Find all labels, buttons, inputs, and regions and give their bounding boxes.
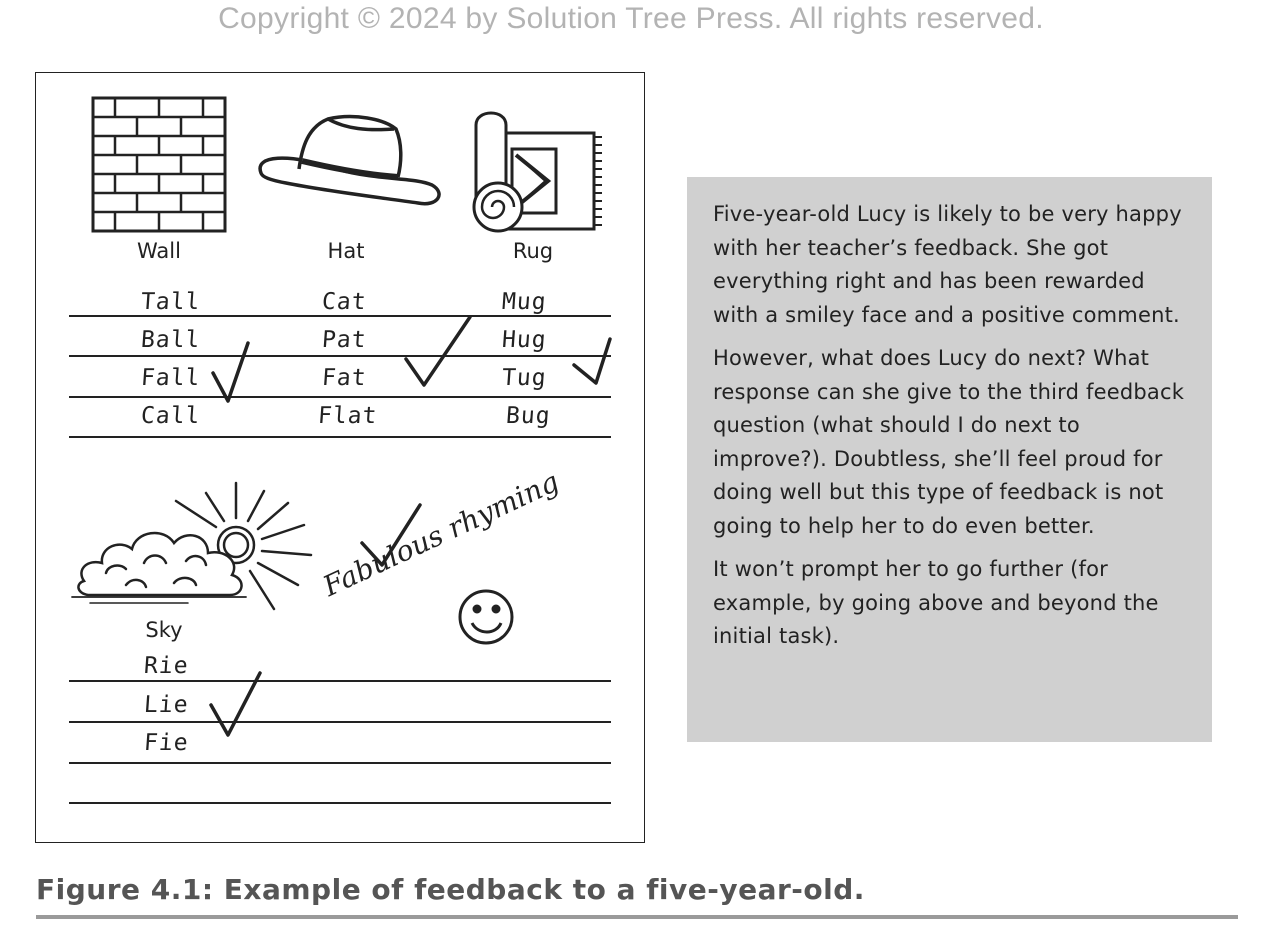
rhyme-word: Fie xyxy=(143,730,190,756)
rhyme-word: Ball xyxy=(140,327,202,353)
rhyme-word: Flat xyxy=(317,403,379,429)
checkmark-icon xyxy=(406,317,470,385)
rhyme-word: Call xyxy=(140,403,202,429)
checkmark-icon xyxy=(574,339,610,383)
commentary-paragraph: Five-year-old Lucy is likely to be very happy with her teacher’s feedback. She got everything right and has been rewarded with a smiley face and a positive comment. xyxy=(713,202,1182,327)
rolled-rug-icon xyxy=(474,113,602,231)
rhyme-word: Cat xyxy=(321,289,368,315)
rhyme-word: Fall xyxy=(140,365,202,391)
rhyme-word: Hug xyxy=(501,327,548,353)
picture-label-rug: Rug xyxy=(512,239,554,263)
hat-icon xyxy=(260,117,439,204)
worksheet-figure xyxy=(35,72,645,843)
figure-caption: Figure 4.1: Example of feedback to a five-year-old. xyxy=(36,873,865,906)
rhyme-word: Rie xyxy=(143,653,190,679)
rhyme-word: Fat xyxy=(321,365,368,391)
checkmark-icon xyxy=(213,343,248,401)
commentary-paragraph: It won’t prompt her to go further (for example, by going above and beyond the initial task). xyxy=(713,557,1159,648)
picture-label-sky: Sky xyxy=(145,618,183,642)
commentary-paragraph: However, what does Lucy do next? What response can she give to the third feedback question (what should I do next to improve?). Doubtless, she’ll feel proud for doing well but this type of feedback is not going to help her to do even better. xyxy=(713,346,1185,538)
smiley-face-icon xyxy=(460,591,512,643)
commentary-box xyxy=(687,177,1212,742)
checkmark-icon xyxy=(211,673,260,735)
rhyme-word: Lie xyxy=(143,692,190,718)
picture-label-hat: Hat xyxy=(327,239,365,263)
rhyme-word: Pat xyxy=(321,327,368,353)
worksheet-drawing xyxy=(36,73,646,844)
copyright-notice: Copyright © 2024 by Solution Tree Press. All rights reserved. xyxy=(218,2,1044,35)
rhyme-word: Tug xyxy=(501,365,548,391)
brick-wall-icon xyxy=(93,98,225,231)
picture-label-wall: Wall xyxy=(137,239,181,263)
rhyme-word: Tall xyxy=(140,289,202,315)
rhyme-word: Bug xyxy=(505,403,552,429)
caption-divider xyxy=(36,915,1238,919)
teacher-praise-comment: Fabulous rhyming xyxy=(318,464,564,603)
cloud-sun-icon xyxy=(72,483,311,609)
rhyme-word: Mug xyxy=(501,289,548,315)
